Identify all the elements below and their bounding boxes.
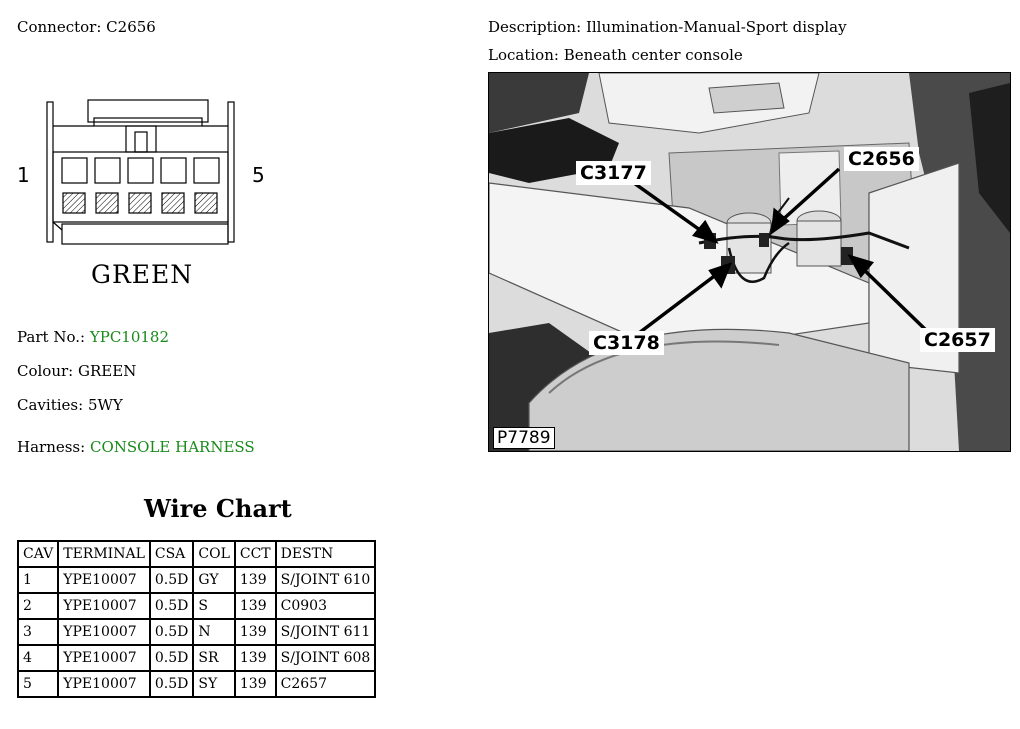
cell-cct: 139 — [235, 593, 276, 619]
cell-csa: 0.5D — [150, 671, 194, 697]
cell-col: SY — [193, 671, 235, 697]
cell-cct: 139 — [235, 567, 276, 593]
cell-col: SR — [193, 645, 235, 671]
location-value: Beneath center console — [563, 46, 743, 64]
cavities-line — [17, 396, 123, 414]
header-cct: CCT — [235, 541, 276, 567]
connector-color-label: GREEN — [91, 260, 194, 289]
cell-csa: 0.5D — [150, 567, 194, 593]
harness-label: Harness: — [17, 438, 86, 456]
harness-value[interactable]: CONSOLE HARNESS — [89, 438, 255, 456]
description-label: Description: — [488, 18, 582, 36]
part-no-label: Part No.: — [17, 328, 86, 346]
cell-terminal: YPE10007 — [58, 593, 150, 619]
callout-c2656: C2656 — [844, 147, 919, 171]
connector-face-diagram — [0, 0, 300, 250]
harness-line — [17, 438, 255, 456]
header-terminal: TERMINAL — [58, 541, 150, 567]
cell-cct: 139 — [235, 645, 276, 671]
location-line — [488, 46, 743, 64]
callout-c2657: C2657 — [920, 328, 995, 352]
description-value: Illumination-Manual-Sport display — [585, 18, 847, 36]
cell-cav: 1 — [18, 567, 58, 593]
table-row — [18, 645, 375, 671]
cell-destn: S/JOINT 608 — [276, 645, 376, 671]
wire-chart-title: Wire Chart — [144, 494, 292, 523]
cell-csa: 0.5D — [150, 619, 194, 645]
table-row — [18, 593, 375, 619]
location-photo — [488, 72, 1011, 452]
pin-5-label: 5 — [252, 163, 265, 187]
cell-col: N — [193, 619, 235, 645]
cell-destn: C2657 — [276, 671, 376, 697]
part-no-line — [17, 328, 169, 346]
cell-terminal: YPE10007 — [58, 645, 150, 671]
wire-chart-table — [17, 540, 376, 698]
cell-col: GY — [193, 567, 235, 593]
header-col: COL — [193, 541, 235, 567]
cell-destn: C0903 — [276, 593, 376, 619]
header-destn: DESTN — [276, 541, 376, 567]
colour-value: GREEN — [78, 362, 137, 380]
cell-terminal: YPE10007 — [58, 671, 150, 697]
cell-cct: 139 — [235, 619, 276, 645]
cell-cav: 2 — [18, 593, 58, 619]
cavities-label: Cavities: — [17, 396, 84, 414]
part-no-value[interactable]: YPC10182 — [89, 328, 170, 346]
cell-cav: 3 — [18, 619, 58, 645]
photo-illustration — [489, 73, 1010, 451]
cell-csa: 0.5D — [150, 645, 194, 671]
connector-label: Connector: — [17, 18, 102, 36]
cavities-value: 5WY — [87, 396, 123, 414]
pin-1-label: 1 — [17, 163, 30, 187]
cell-destn: S/JOINT 611 — [276, 619, 376, 645]
cell-destn: S/JOINT 610 — [276, 567, 376, 593]
table-row — [18, 671, 375, 697]
description-line — [488, 18, 847, 36]
cell-terminal: YPE10007 — [58, 619, 150, 645]
connector-id: C2656 — [106, 18, 156, 36]
cell-cct: 139 — [235, 671, 276, 697]
cell-csa: 0.5D — [150, 593, 194, 619]
header-csa: CSA — [150, 541, 194, 567]
cell-cav: 4 — [18, 645, 58, 671]
cell-cav: 5 — [18, 671, 58, 697]
photo-id: P7789 — [493, 427, 555, 449]
colour-label: Colour: — [17, 362, 74, 380]
callout-c3177: C3177 — [576, 161, 651, 185]
callout-c3178: C3178 — [589, 331, 664, 355]
cell-col: S — [193, 593, 235, 619]
table-header-row — [18, 541, 375, 567]
header-cav: CAV — [18, 541, 58, 567]
table-row — [18, 567, 375, 593]
location-label: Location: — [488, 46, 559, 64]
cell-terminal: YPE10007 — [58, 567, 150, 593]
colour-line — [17, 362, 136, 380]
table-row — [18, 619, 375, 645]
